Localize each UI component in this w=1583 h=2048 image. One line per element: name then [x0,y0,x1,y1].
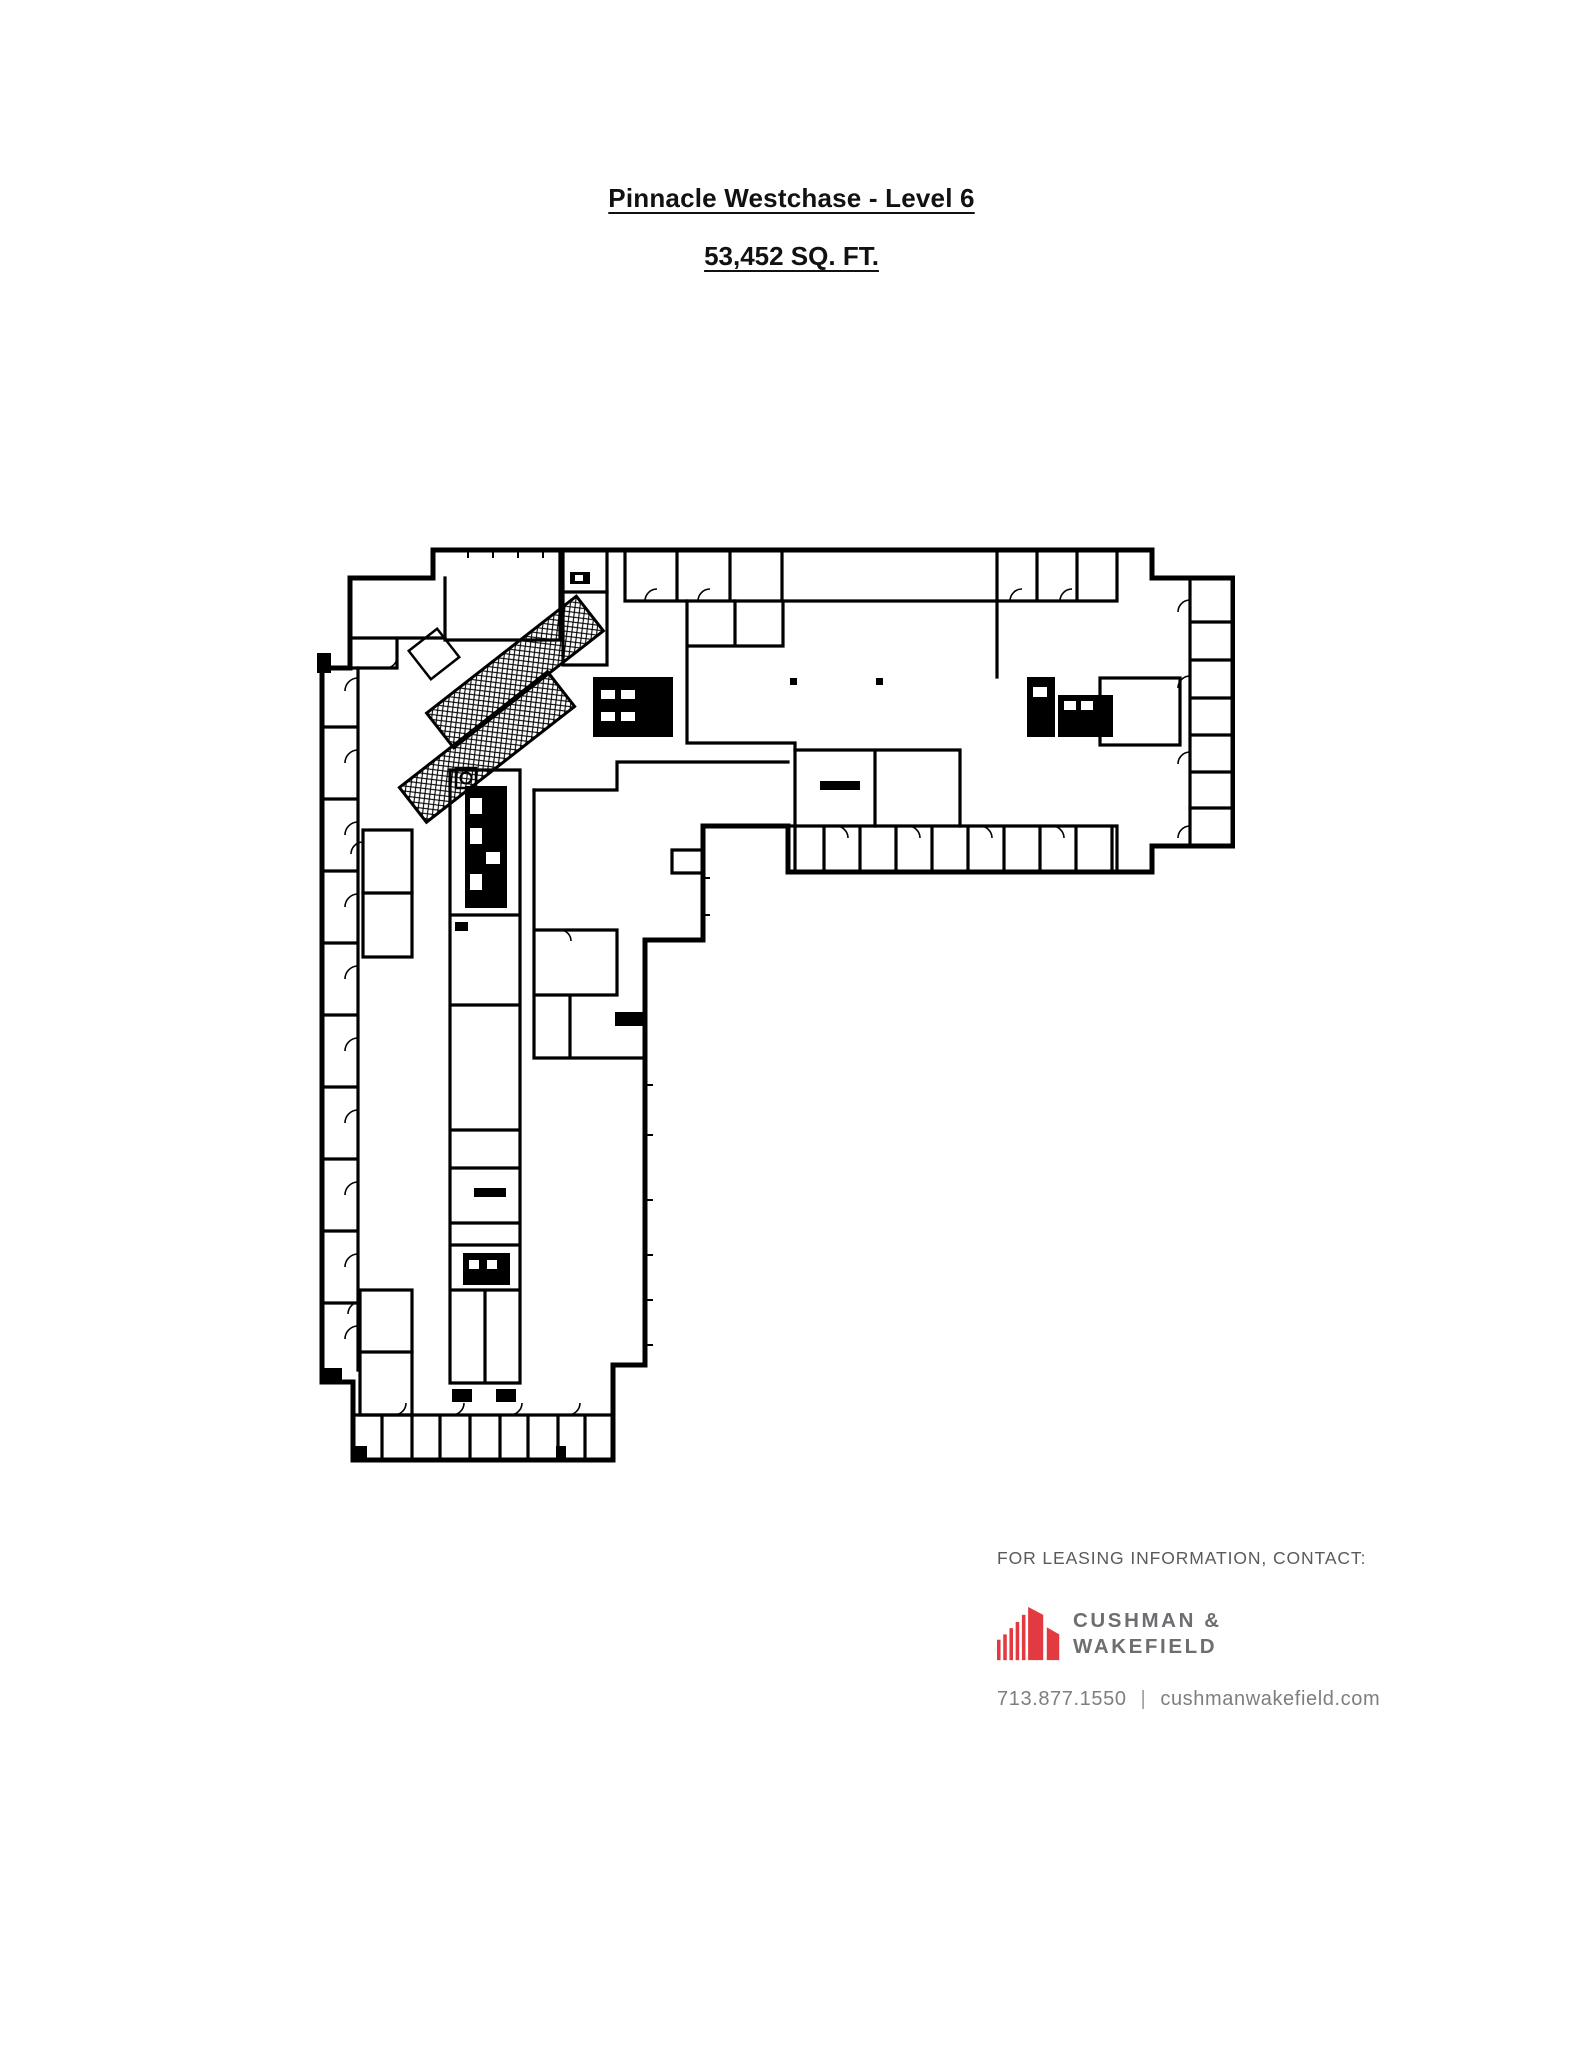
cushman-wakefield-building-bars-icon [997,1605,1061,1662]
page-subtitle-sqft: 53,452 SQ. FT. [704,241,879,271]
separator: | [1140,1688,1147,1710]
floor-plan-drawing [315,540,1235,1470]
title-block [0,183,1583,272]
leasing-contact-block [997,1548,1457,1711]
brand-line2: WAKEFIELD [1073,1634,1218,1658]
cushman-wakefield-logo [997,1605,1457,1662]
brand-line1: CUSHMAN & [1073,1608,1222,1632]
core-openings [469,575,1093,1269]
brand-wordmark [1073,1608,1222,1660]
page-title: Pinnacle Westchase - Level 6 [608,183,975,213]
contact-details [997,1688,1457,1711]
leasing-contact-heading: FOR LEASING INFORMATION, CONTACT: [997,1548,1367,1568]
phone-number: 713.877.1550 [997,1688,1127,1710]
website-url: cushmanwakefield.com [1160,1688,1381,1710]
floor-plan [315,540,1235,1470]
